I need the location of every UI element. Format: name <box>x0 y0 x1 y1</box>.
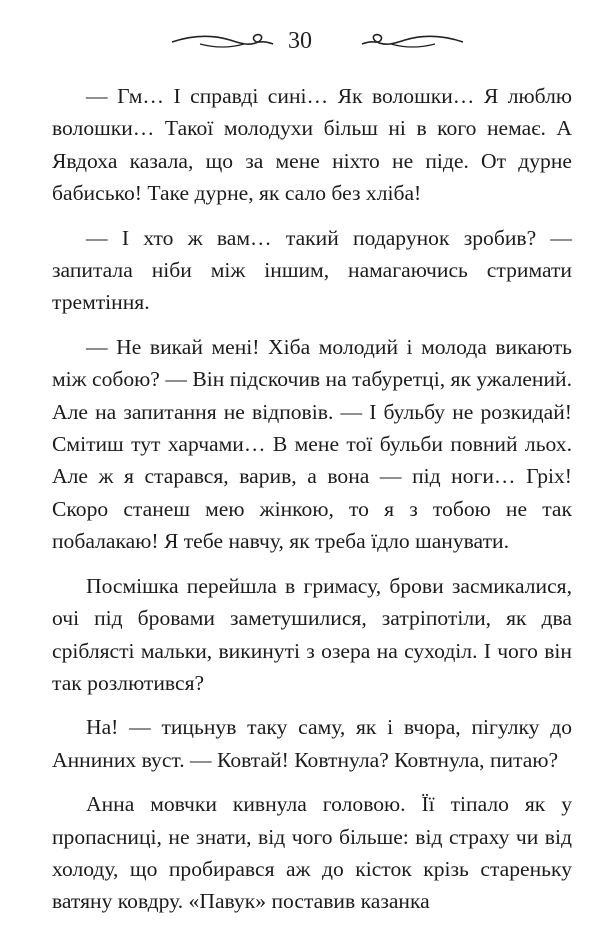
paragraph: — І хто ж вам… такий подарунок зробив? — запитала ніби між іншим, намагаючись стримати тремтіння. <box>52 225 572 315</box>
paragraph: — Не викай мені! Хіба молодий і молода викають між собою? — Він підскочив на табуретці, як ужалений. Але на запитання не відповів. — І бульбу не розкидай! Смітиш тут харчами… В мене тої бульби повний льох. Але ж я старався, варив, а вона — під ноги… Гріх! Скоро станеш мею жінкою, то я з тобою не так побалакаю! Я тебе навчу, як треба їдло шанувати. <box>52 334 572 554</box>
flourish-ornament-icon <box>360 30 465 54</box>
paragraph: — Гм… І справді сині… Як волошки… Я люблю волошки… Такої молодухи більш ні в кого немає. А Явдоха казала, що за мене ніхто не піде. От дурне бабисько! Таке дурне, як сало без хліба! <box>52 84 572 206</box>
page-body <box>52 80 572 930</box>
paragraph: На! — тицьнув таку саму, як і вчора, пігулку до Анниних вуст. — Ковтай! Ковтнула? Ковтнула, питаю? <box>52 715 572 772</box>
page-number: 30 <box>288 28 312 54</box>
paragraph: Посмішка перейшла в гримасу, брови засмикалися, очі під бровами заметушилися, затріпотіли, як два сріблясті мальки, викинуті з озера на суходіл. І чого він так розлютився? <box>52 573 572 695</box>
paragraph: Анна мовчки кивнула головою. Її тіпало як у пропасниці, не знати, від чого більше: від страху чи від холоду, що пробирався аж до кісток крізь стареньку ватяну ковдру. «Павук» поставив казанка <box>52 792 572 914</box>
page-header <box>0 22 600 62</box>
